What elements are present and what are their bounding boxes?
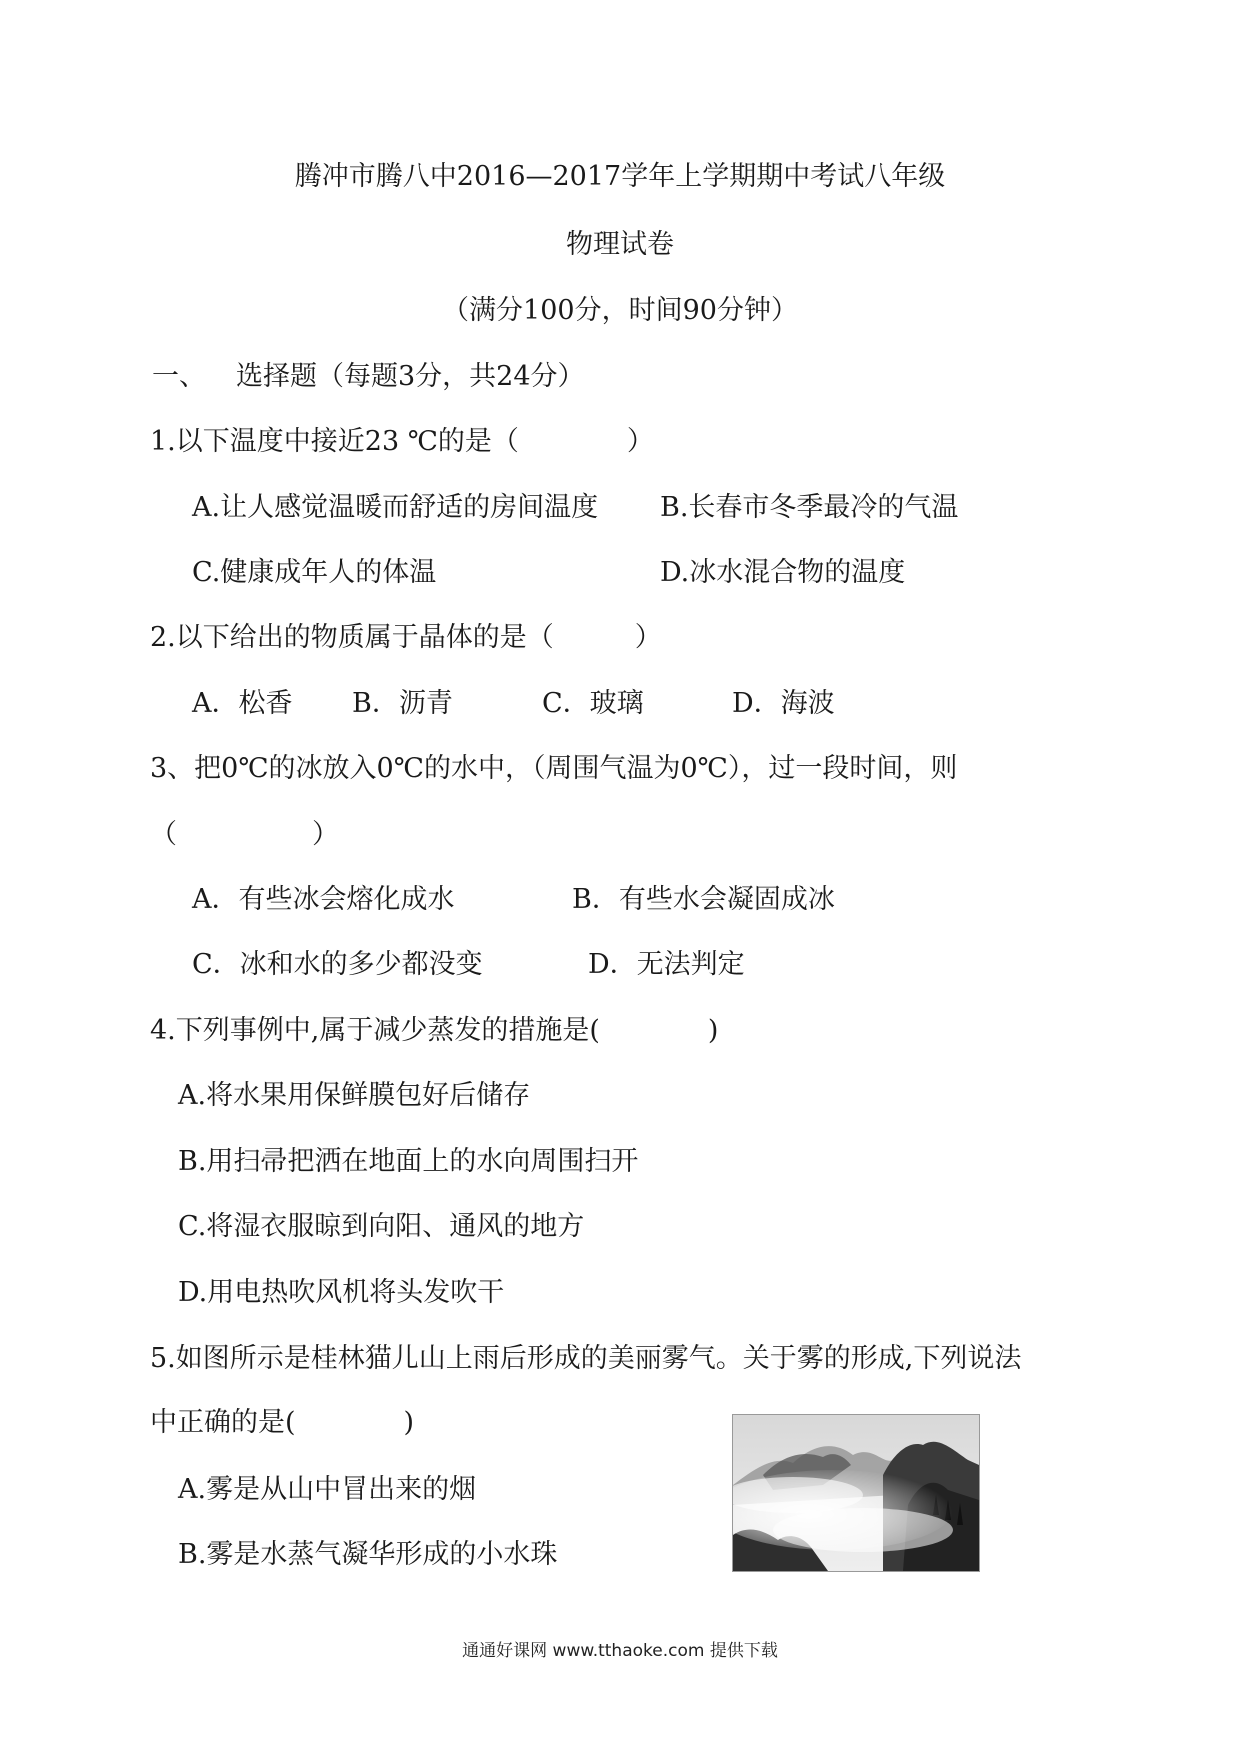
question-3-stem: 3、把0℃的冰放入0℃的水中，（周围气温为0℃），过一段时间，则: [150, 753, 958, 784]
question-4-stem: 4.下列事例中,属于减少蒸发的措施是( ): [150, 1015, 719, 1046]
exam-info: （满分100分，时间90分钟）: [442, 295, 798, 326]
question-2-option-a: A．松香: [192, 688, 293, 719]
question-2-option-b: B．沥青: [352, 688, 453, 719]
fog-mountain-illustration: [733, 1415, 979, 1571]
question-4-option-b: B.用扫帚把洒在地面上的水向周围扫开: [178, 1146, 639, 1177]
section-number: 一、: [152, 361, 206, 392]
question-2-stem: 2.以下给出的物质属于晶体的是（ ）: [150, 622, 662, 653]
question-5-stem: 5.如图所示是桂林猫儿山上雨后形成的美丽雾气。关于雾的形成,下列说法: [150, 1343, 1022, 1374]
question-3-stem-continued: （ ）: [150, 819, 339, 850]
exam-title: 腾冲市腾八中2016—2017学年上学期期中考试八年级: [294, 161, 946, 192]
footer-download-notice: 通通好课网 www.tthaoke.com 提供下载: [462, 1641, 778, 1661]
question-1-option-c: C.健康成年人的体温: [192, 557, 437, 588]
question-3-option-d: D．无法判定: [588, 949, 745, 980]
question-1-option-d: D.冰水混合物的温度: [660, 557, 906, 588]
question-1-option-b: B.长春市冬季最冷的气温: [660, 492, 959, 523]
fog-mountain-photo: [732, 1414, 980, 1572]
exam-subtitle: 物理试卷: [566, 229, 674, 260]
question-5-stem-continued: 中正确的是( ): [150, 1407, 415, 1438]
question-4-option-c: C.将湿衣服晾到向阳、通风的地方: [178, 1211, 585, 1242]
question-3-option-a: A．有些冰会熔化成水: [192, 884, 455, 915]
question-2-option-c: C．玻璃: [542, 688, 644, 719]
question-2-option-d: D．海波: [732, 688, 835, 719]
question-1-option-a: A.让人感觉温暖而舒适的房间温度: [192, 492, 599, 523]
question-4-option-d: D.用电热吹风机将头发吹干: [178, 1277, 505, 1308]
question-3-option-b: B．有些水会凝固成冰: [572, 884, 835, 915]
section-heading: 选择题（每题3分，共24分）: [236, 361, 585, 392]
question-4-option-a: A.将水果用保鲜膜包好后储存: [178, 1080, 531, 1111]
question-5-option-b: B.雾是水蒸气凝华形成的小水珠: [178, 1539, 558, 1570]
question-3-option-c: C．冰和水的多少都没变: [192, 949, 483, 980]
question-5-option-a: A.雾是从山中冒出来的烟: [178, 1474, 477, 1505]
question-1-stem: 1.以下温度中接近23 ℃的是（ ）: [150, 426, 654, 457]
